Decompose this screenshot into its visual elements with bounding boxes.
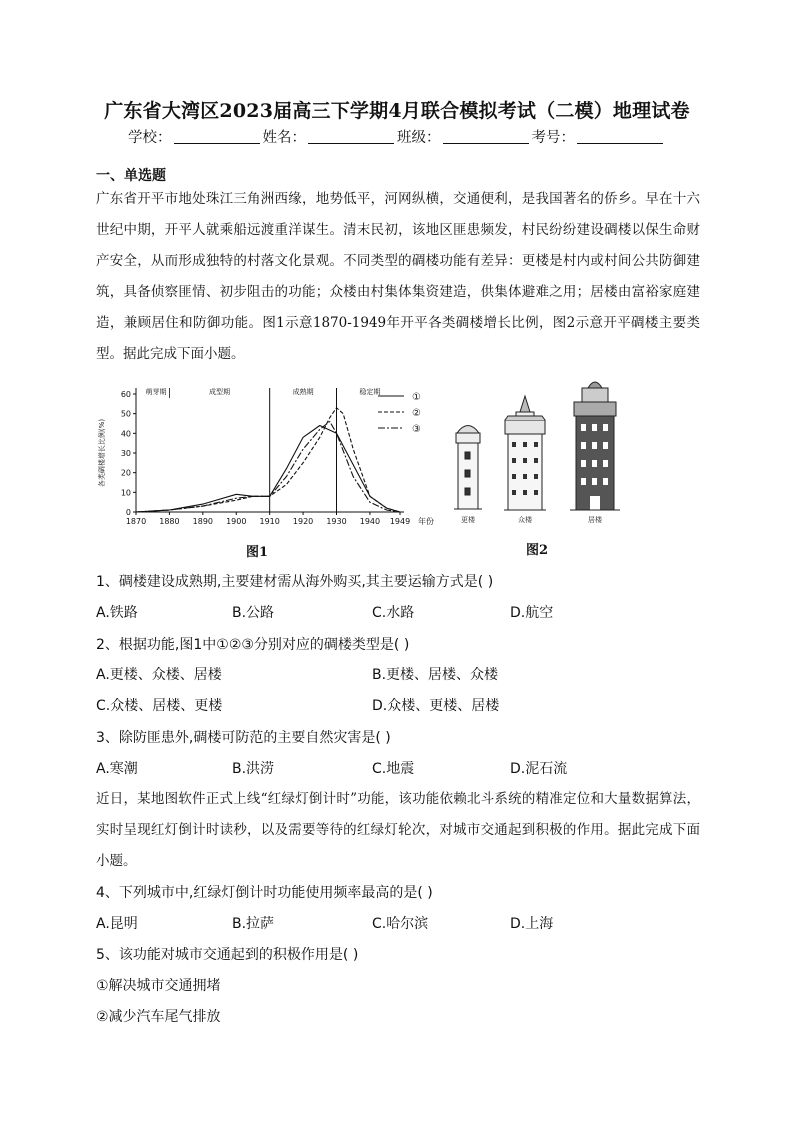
q4-option-b[interactable]: B.拉萨 xyxy=(232,916,275,932)
legend-label-2: ② xyxy=(412,408,421,419)
q5-statement-1: ①解决城市交通拥堵 xyxy=(96,978,221,994)
passage-traffic-light: 近日，某地图软件正式上线“红绿灯倒计时”功能，该功能依赖北斗系统的精准定位和大量数据算法，实时呈现红灯倒计时读秒，以及需要等待的红绿灯轮次，对城市交通起到积极的作用。据此完成下面小题。 xyxy=(96,791,700,869)
period-label: 成熟期 xyxy=(292,388,314,396)
x-tick-label: 1920 xyxy=(292,517,314,526)
zhonglou-tower-drawing xyxy=(504,396,546,510)
figure1-caption: 图1 xyxy=(246,545,269,560)
q2-option-a[interactable]: A.更楼、众楼、居楼 xyxy=(96,667,222,683)
series-line-3 xyxy=(136,422,400,513)
julou-tower-drawing xyxy=(570,382,620,510)
x-tick-label: 1930 xyxy=(326,517,347,526)
q5-statement-2: ②减少汽车尾气排放 xyxy=(96,1009,221,1025)
question-4-stem: 4、下列城市中,红绿灯倒计时功能使用频率最高的是( ) xyxy=(96,885,433,901)
figure2-tower-illustrations xyxy=(444,372,624,530)
x-tick-label: 1870 xyxy=(125,517,147,526)
period-label: 成型期 xyxy=(209,388,231,396)
q1-option-d[interactable]: D.航空 xyxy=(510,605,554,621)
figure2-label-zhonglou: 众楼 xyxy=(518,516,532,524)
y-tick-label: 20 xyxy=(120,468,131,478)
q4-option-c[interactable]: C.哈尔滨 xyxy=(372,916,429,932)
section-heading: 一、单选题 xyxy=(96,168,166,184)
student-info-line xyxy=(0,126,794,147)
x-tick-label: 1910 xyxy=(259,517,280,526)
x-tick-label: 1880 xyxy=(159,517,180,526)
school-blank[interactable] xyxy=(174,130,260,144)
x-tick-label: 1940 xyxy=(359,517,381,526)
q1-option-a[interactable]: A.铁路 xyxy=(96,605,138,621)
legend-label-3: ③ xyxy=(412,424,421,435)
period-label: 稳定期 xyxy=(359,388,381,396)
x-axis-label: 年份 xyxy=(418,517,434,526)
q4-option-d[interactable]: D.上海 xyxy=(510,916,554,932)
figure2-caption: 图2 xyxy=(526,543,549,558)
q1-option-b[interactable]: B.公路 xyxy=(232,605,275,621)
class-label: 班级： xyxy=(397,130,441,146)
q1-option-c[interactable]: C.水路 xyxy=(372,605,415,621)
q2-option-b[interactable]: B.更楼、居楼、众楼 xyxy=(372,667,499,683)
y-tick-label: 10 xyxy=(120,488,131,498)
question-5-stem: 5、该功能对城市交通起到的积极作用是( ) xyxy=(96,947,359,963)
figure2-label-genglou: 更楼 xyxy=(461,516,475,524)
period-label: 萌芽期 xyxy=(145,388,167,396)
x-tick-label: 1949 xyxy=(389,517,411,526)
q3-option-b[interactable]: B.洪涝 xyxy=(232,761,275,777)
y-tick-label: 50 xyxy=(120,409,131,419)
question-2-stem: 2、根据功能,图1中①②③分别对应的碉楼类型是( ) xyxy=(96,637,410,653)
figure1-line-chart xyxy=(94,380,444,530)
q3-option-a[interactable]: A.寒潮 xyxy=(96,761,138,777)
q4-option-a[interactable]: A.昆明 xyxy=(96,916,138,932)
y-tick-label: 0 xyxy=(125,508,131,517)
school-label: 学校： xyxy=(128,130,172,146)
number-blank[interactable] xyxy=(577,130,663,144)
passage-diaolou: 广东省开平市地处珠江三角洲西缘，地势低平，河网纵横，交通便利，是我国著名的侨乡。早在十六世纪中期，开平人就乘船远渡重洋谋生。清末民初，该地区匪患频发，村民纷纷建设碉楼以保生命财产安全，从而形成独特的村落文化景观。不同类型的碉楼功能有差异：更楼是村内或村间公共防御建筑，具备侦察匪情、初步阻击的功能；众楼由村集体集资建造，供集体避难之用；居楼由富裕家庭建造，兼顾居住和防御功能。图1示意1870-1949年开平各类碉楼增长比例，图2示意开平碉楼主要类型。据此完成下面小题。 xyxy=(96,191,700,362)
y-tick-label: 40 xyxy=(120,429,131,439)
q3-option-d[interactable]: D.泥石流 xyxy=(510,761,568,777)
name-label: 姓名： xyxy=(262,130,306,146)
q2-option-d[interactable]: D.众楼、更楼、居楼 xyxy=(372,698,500,714)
q3-option-c[interactable]: C.地震 xyxy=(372,761,415,777)
question-1-stem: 1、碉楼建设成熟期,主要建材需从海外购买,其主要运输方式是( ) xyxy=(96,574,494,590)
y-tick-label: 60 xyxy=(120,390,131,399)
name-blank[interactable] xyxy=(308,130,394,144)
gengl-tower-drawing xyxy=(454,426,482,510)
x-tick-label: 1890 xyxy=(192,517,214,526)
number-label: 考号： xyxy=(531,130,575,146)
page-title: 广东省大湾区2023届高三下学期4月联合模拟考试（二模）地理试卷 xyxy=(104,100,690,122)
figure2-label-julou: 居楼 xyxy=(588,516,602,524)
x-tick-label: 1900 xyxy=(226,517,247,526)
y-tick-label: 30 xyxy=(120,449,131,458)
q2-option-c[interactable]: C.众楼、居楼、更楼 xyxy=(96,698,223,714)
legend-label-1: ① xyxy=(412,392,421,403)
y-axis-label: 各类碉楼增长比例(%) xyxy=(98,418,106,488)
question-3-stem: 3、除防匪患外,碉楼可防范的主要自然灾害是( ) xyxy=(96,730,391,746)
class-blank[interactable] xyxy=(443,130,529,144)
